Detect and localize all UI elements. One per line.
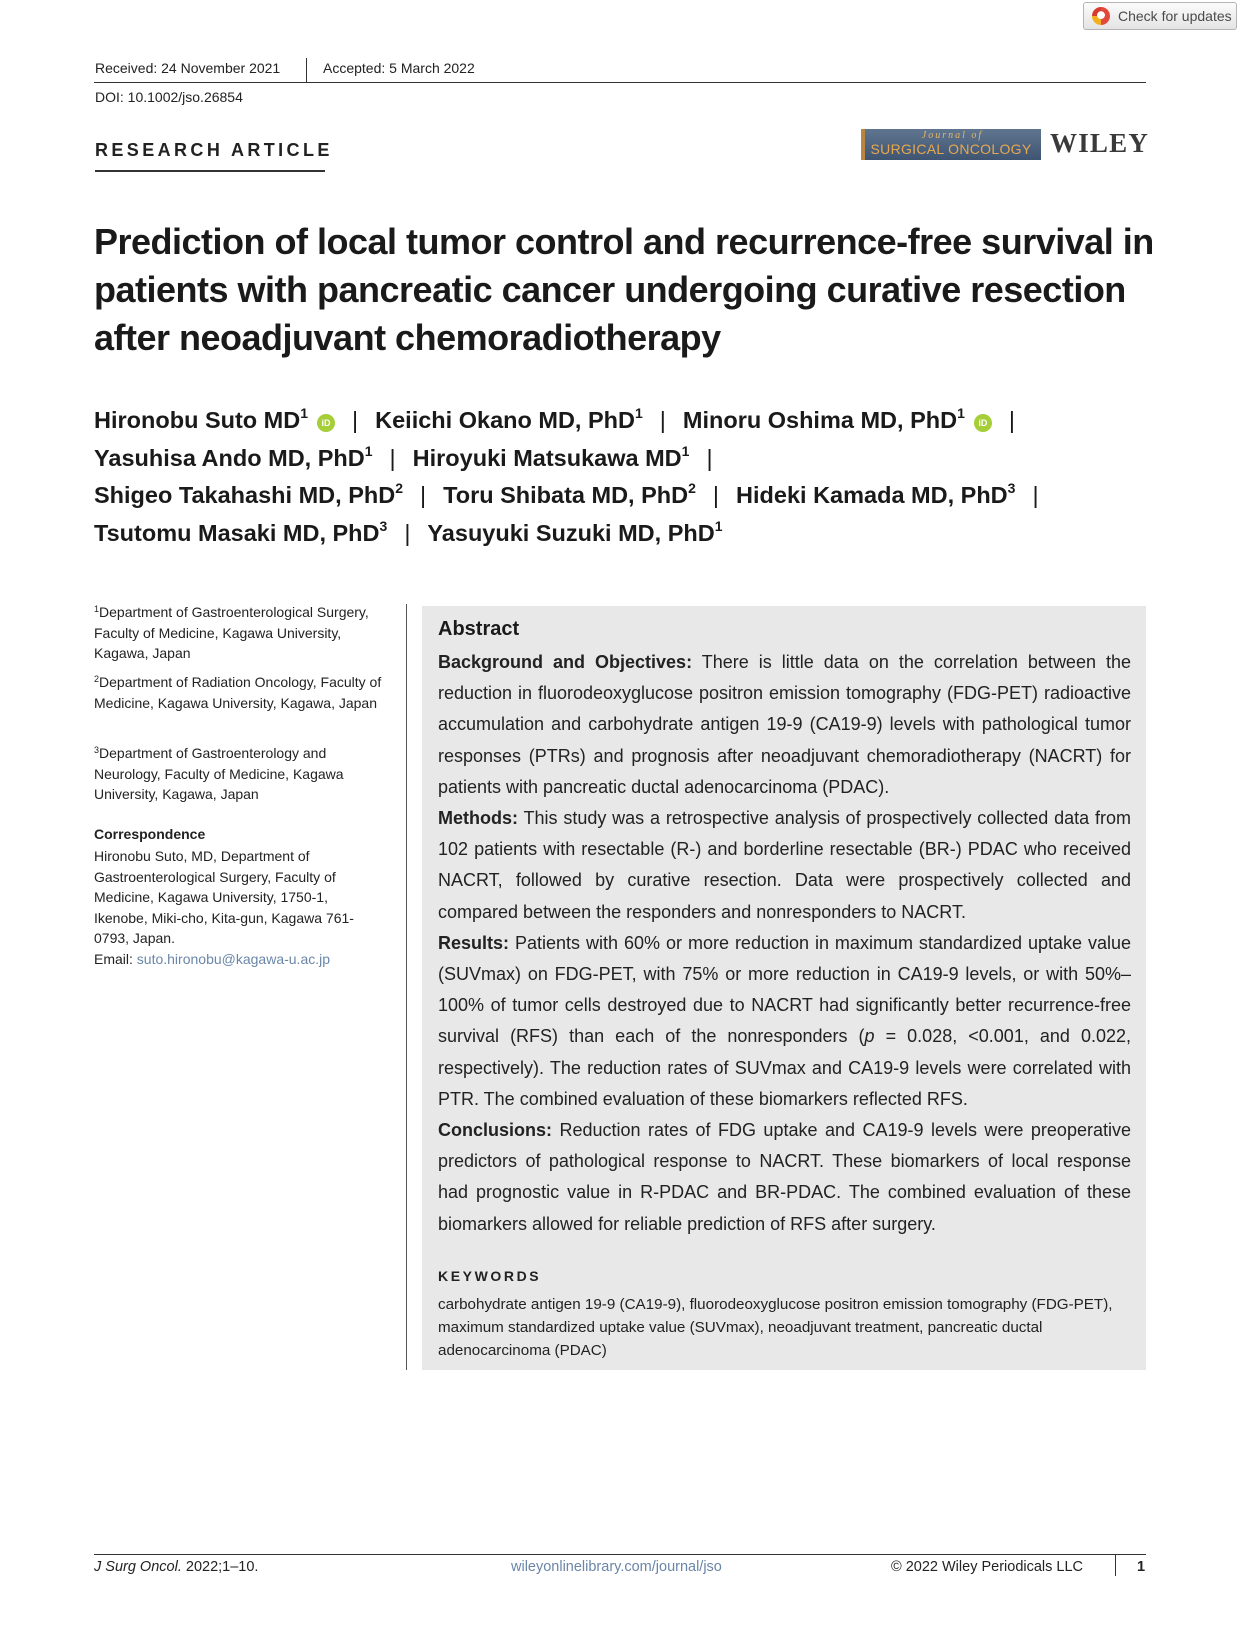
author-name[interactable]: Tsutomu Masaki MD, PhD$^3$ (94, 517, 388, 546)
keywords-heading: KEYWORDS (438, 1268, 542, 1284)
author-separator: | (352, 407, 359, 433)
orcid-icon[interactable]: iD (317, 414, 335, 432)
author-name[interactable]: Hiroyuki Matsukawa $MD^1$ (412, 442, 690, 471)
abstract-heading: Abstract (438, 618, 520, 640)
author-name[interactable]: Minoru Oshima MD, PhD$^1$ (682, 405, 965, 433)
footer-journal-link[interactable]: wileyonlinelibrary.com/journal/jso (511, 1559, 722, 1575)
article-type: RESEARCH ARTICLE (95, 140, 333, 160)
abstract-body (438, 647, 1131, 1240)
crossmark-icon (1092, 7, 1110, 25)
abstract-results: Results: Patients with 60% or more reduction in maximum standardized uptake value (SUVmax) on FDG-PET, with 75% or more reduction in CA19-9 levels, or with 50%–100% of tumor cells destroyed due to NACRT had significantly better recurrence-free survival (RFS) than each of the nonresponders (p = 0.028, <0.001, and 0.022, respectively). The reduction rates of SUVmax and CA19-9 levels were correlated with PTR. The combined evaluation of these biomarkers reflected RFS. (438, 932, 1132, 1109)
author-separator: | (706, 444, 713, 471)
author-list (94, 402, 1164, 552)
footer-copyright: © 2022 Wiley Periodicals LLC (891, 1559, 1084, 1575)
email-label: Email: (94, 950, 133, 967)
author-separator: | (1032, 482, 1039, 508)
abstract-methods: Methods: This study was a retrospective analysis of prospectively collected data from 102 patients with resectable (R-) and borderline resectable (BR-) PDAC who received NACRT, followed by curative resection. Data were prospectively collected and compared between the responders and nonresponders to NACRT. (438, 808, 1131, 922)
author-name[interactable]: Hideki Kamada MD, PhD$^3$ (736, 480, 1016, 508)
author-name[interactable]: Yasuhisa Ando MD, PhD$^1$ (94, 442, 373, 471)
affiliation-3: $^3$Department of Gastroenterology and Neurology, Faculty of Medicine, Kagawa University, Kagawa, Japan (94, 745, 344, 802)
column-divider (406, 604, 407, 1370)
journal-logo-top-text: Journal of (921, 130, 984, 141)
author-separator: | (659, 407, 666, 433)
author-name[interactable]: Shigeo Takahashi MD, PhD$^2$ (94, 480, 403, 508)
meta-divider (306, 58, 307, 82)
article-title: Prediction of local tumor control and recurrence-free survival in patients with pancreatic cancer undergoing curative resection after neoadjuvant chemoradiotherapy (94, 221, 1154, 358)
received-date: Received: 24 November 2021 (95, 60, 281, 76)
footer-citation: J Surg Oncol. 2022;1–10. (94, 1559, 259, 1575)
footer-divider (1115, 1554, 1116, 1576)
affiliation-2: $^2$Department of Radiation Oncology, Faculty of Medicine, Kagawa University, Kagawa, Japan (94, 674, 382, 711)
author-name[interactable]: Toru Shibata MD, PhD$^2$ (443, 480, 696, 508)
author-separator: | (1008, 407, 1015, 433)
article-type-rule (95, 170, 325, 172)
correspondence-details: Hironobu Suto, MD, Department of Gastroenterological Surgery, Faculty of Medicine, Kagawa University, 1750-1, Ikenobe, Miki-cho, Kita-gun, Kagawa 761-0793, Japan. Email: suto.hironobu@kagawa-u.ac.jp (94, 848, 354, 967)
accepted-date: Accepted: 5 March 2022 (323, 60, 475, 76)
author-separator: | (404, 519, 411, 546)
publisher-logo[interactable]: WILEY (1050, 128, 1150, 158)
author-name[interactable]: Keiichi Okano MD, PhD$^1$ (375, 405, 643, 433)
email-link[interactable]: suto.hironobu@kagawa-u.ac.jp (136, 950, 331, 967)
check-for-updates-button[interactable] (1083, 2, 1237, 30)
author-separator: | (389, 444, 396, 471)
author-name[interactable]: Yasuyuki Suzuki MD, PhD$^1$ (427, 517, 723, 546)
journal-logo-bottom-text: SURGICAL ONCOLOGY (870, 141, 1032, 157)
affiliation-1: $^1$Department of Gastroenterological Surgery, Faculty of Medicine, Kagawa University, Kagawa, Japan (94, 604, 369, 661)
orcid-icon[interactable]: iD (974, 414, 992, 432)
author-name[interactable]: Hironobu Suto $MD^1$ (94, 405, 309, 433)
author-separator: | (420, 482, 427, 508)
abstract-background: Background and Objectives: There is little data on the correlation between the reduction in fluorodeoxyglucose positron emission tomography (FDG-PET) radioactive accumulation and carbohydrate antigen 19-9 (CA19-9) levels with pathological tumor responses (PTRs) and prognosis after neoadjuvant chemoradiotherapy (NACRT) for patients with pancreatic ductal adenocarcinoma (PDAC). (438, 652, 1131, 797)
page-number: 1 (1137, 1559, 1146, 1575)
footer-rule (94, 1554, 1146, 1555)
header-rule (94, 82, 1146, 83)
check-for-updates-label: Check for updates (1118, 8, 1232, 24)
keywords-text: carbohydrate antigen 19-9 (CA19-9), fluorodeoxyglucose positron emission tomography (FDG-PET), maximum standardized uptake value (SUVmax), neoadjuvant treatment, pancreatic ductal adenocarcinoma (PDAC) (438, 1296, 1113, 1359)
author-separator: | (712, 482, 720, 508)
abstract-conclusions: Conclusions: Reduction rates of FDG uptake and CA19-9 levels were preoperative predictors of pathological response to NACRT. These biomarkers of local response had prognostic value in R-PDAC and BR-PDAC. The combined evaluation of these biomarkers allowed for reliable prediction of RFS after surgery. (438, 1120, 1131, 1234)
doi[interactable]: DOI: 10.1002/jso.26854 (95, 89, 243, 105)
correspondence-heading: Correspondence (94, 826, 206, 842)
